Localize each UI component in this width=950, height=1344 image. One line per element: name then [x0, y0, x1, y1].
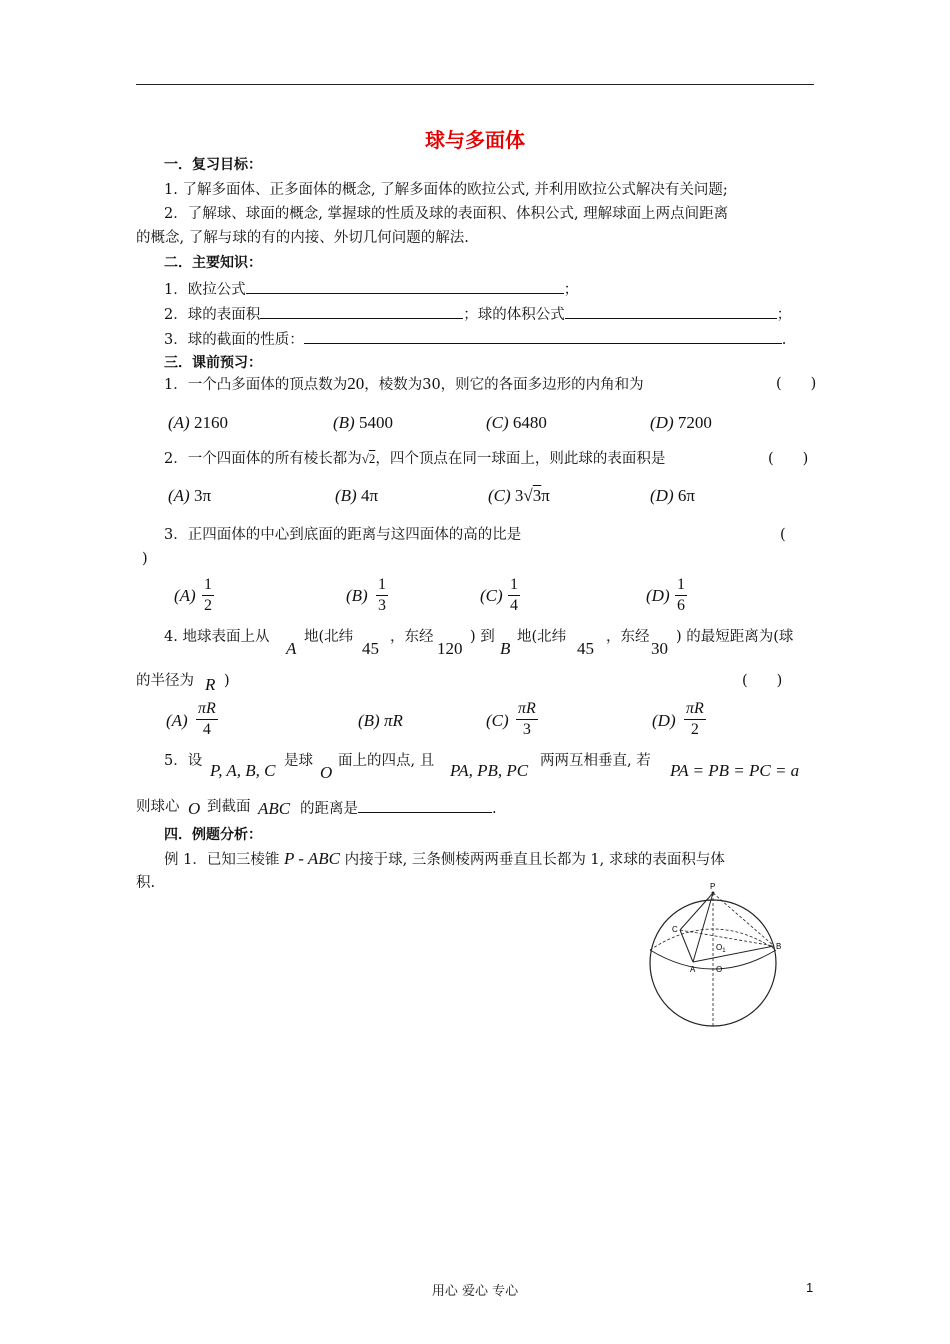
- q-text: 2．一个四面体的所有棱长都为: [164, 451, 362, 467]
- option-value: 3π: [193, 486, 212, 505]
- option-value: 6π: [677, 486, 695, 505]
- q-math: 20: [347, 374, 365, 393]
- answer-paren: ( ): [776, 376, 817, 392]
- q5-text: 到截面: [207, 799, 251, 815]
- q4-text: 4. 地球表面上从: [164, 629, 270, 645]
- fraction-bar: [508, 595, 520, 596]
- punct: ；: [563, 282, 579, 298]
- option-label: (C): [480, 586, 503, 605]
- q4-point-a: A: [286, 639, 297, 658]
- option-d: [650, 487, 695, 505]
- option-b: [346, 587, 368, 605]
- edge-pb: [713, 893, 774, 946]
- denominator: 4: [202, 721, 211, 738]
- section-heading: 一．复习目标：: [164, 157, 262, 173]
- label-a: A: [690, 965, 696, 974]
- goal-2-cont: 的概念, 了解与球的有的内接、外切几何问题的解法.: [136, 230, 469, 246]
- option-label: (B): [333, 413, 355, 432]
- answer-blank: [304, 329, 782, 344]
- denominator: 3: [378, 597, 386, 614]
- option-label: (B): [346, 586, 368, 605]
- fraction-bar: [376, 595, 388, 596]
- q5-text: 两两互相垂直, 若: [540, 753, 651, 769]
- q4-text: ) 的最短距离为(球: [676, 629, 794, 645]
- q5-points: P, A, B, C: [210, 761, 276, 780]
- option-label: (D): [646, 586, 670, 605]
- knowledge-1: [164, 279, 578, 299]
- q4-text: ，东经: [606, 629, 650, 645]
- knowledge-2-label-b: ；球的体积公式: [463, 307, 565, 323]
- option-label: (B): [335, 486, 357, 505]
- fraction: [516, 700, 538, 739]
- fraction-bar: [675, 595, 687, 596]
- question-3: 3．正四面体的中心到底面的距离与这四面体的高的比是: [164, 527, 522, 543]
- question-2: [164, 450, 665, 468]
- sphere-figure: [640, 878, 800, 1034]
- q-text: 1．一个凸多面体的顶点数为: [164, 377, 348, 393]
- page-title: 球与多面体: [425, 128, 525, 152]
- numerator: πR: [198, 700, 216, 717]
- q4-lon: 120: [437, 639, 463, 658]
- option-label: (C): [486, 413, 509, 432]
- option-c: [480, 587, 503, 605]
- punct: .: [781, 332, 787, 348]
- q4-text: ): [224, 673, 230, 689]
- option-b: [358, 712, 403, 730]
- question-1: [164, 375, 644, 394]
- option-label: (D): [650, 486, 674, 505]
- label-o1: [716, 943, 726, 954]
- denominator: 6: [677, 597, 685, 614]
- fraction-bar: [684, 719, 706, 720]
- section-heading: 二．主要知识：: [164, 255, 262, 271]
- label-c: C: [672, 925, 678, 934]
- option-d: [652, 712, 676, 730]
- option-label: (A): [168, 486, 190, 505]
- example-1: [164, 850, 725, 869]
- option-label: (C): [488, 486, 511, 505]
- fraction-bar: [202, 595, 214, 596]
- answer-paren: ( ): [768, 451, 809, 467]
- denominator: 2: [690, 721, 699, 738]
- edge-cb: [680, 930, 774, 946]
- answer-blank: [565, 304, 777, 319]
- option-a: [166, 712, 188, 730]
- header-rule: [136, 84, 814, 85]
- page-number: 1: [806, 1280, 814, 1295]
- footer-text: 用心 爱心 专心: [431, 1284, 519, 1299]
- q5-segments: PA, PB, PC: [450, 761, 529, 780]
- ex-text: 内接于球, 三条侧棱两两垂直且长都为 1, 求球的表面积与体: [344, 852, 725, 868]
- option-d: [646, 587, 670, 605]
- q4-text: 的半径为: [136, 673, 194, 689]
- ex-math: P - ABC: [283, 849, 340, 868]
- option-value: 4π: [360, 486, 379, 505]
- option-b: [333, 414, 393, 432]
- goal-2: 2．了解球、球面的概念, 掌握球的性质及球的表面积、体积公式, 理解球面上两点间距离: [164, 206, 729, 222]
- q-text: ，四个顶点在同一球面上，则此球的表面积是: [375, 451, 666, 467]
- answer-blank: [358, 798, 492, 813]
- option-c: [486, 712, 509, 730]
- q5-center: O: [188, 799, 201, 818]
- knowledge-3-label: 3．球的截面的性质：: [164, 332, 304, 348]
- label-o: O: [716, 965, 723, 974]
- answer-paren: (: [780, 527, 786, 543]
- q4-radius: R: [205, 675, 216, 694]
- point-p: [712, 892, 715, 895]
- goal-1: 1. 了解多面体、正多面体的概念, 了解多面体的欧拉公式, 并利用欧拉公式解决有关问题;: [164, 182, 728, 198]
- option-label: (B): [358, 711, 380, 730]
- option-c: [488, 487, 550, 505]
- example-1-cont: 积.: [136, 875, 156, 891]
- fraction: [196, 700, 218, 739]
- label-o1-main: O: [716, 943, 723, 952]
- edge-ca: [680, 930, 693, 962]
- option-label: (C): [486, 711, 509, 730]
- knowledge-3: [164, 329, 786, 349]
- option-c: [486, 414, 547, 432]
- section-heading: 四．例题分析：: [164, 827, 262, 843]
- sqrt-symbol: √3: [523, 486, 542, 505]
- q4-text: 地(北纬: [304, 629, 354, 645]
- label-p: P: [710, 882, 716, 891]
- option-value: 2160: [193, 413, 228, 432]
- option-value: 3: [514, 486, 524, 505]
- fraction-bar: [516, 719, 538, 720]
- option-label: (D): [652, 711, 676, 730]
- knowledge-2: [164, 304, 791, 324]
- answer-blank: [260, 304, 463, 319]
- q4-lat: 45: [577, 639, 594, 658]
- numerator: 1: [677, 576, 685, 593]
- sqrt-symbol: √2: [361, 451, 376, 466]
- option-value: πR: [383, 711, 403, 730]
- option-value: 7200: [677, 413, 712, 432]
- option-label: (A): [174, 586, 196, 605]
- q5-section: ABC: [258, 799, 291, 818]
- answer-paren: ): [142, 551, 148, 567]
- punct: .: [492, 801, 497, 817]
- answer-blank: [246, 279, 564, 294]
- q4-text: ，东经: [390, 629, 434, 645]
- q5-text: 面上的四点, 且: [338, 753, 435, 769]
- label-o1-sub: 1: [722, 948, 726, 954]
- option-label: (A): [168, 413, 190, 432]
- sqrt-value: 2: [368, 451, 376, 466]
- q5-text: [300, 798, 497, 818]
- numerator: 1: [510, 576, 518, 593]
- label-b: B: [776, 942, 782, 951]
- fraction: [202, 576, 214, 615]
- fraction: [376, 576, 388, 615]
- option-label: (A): [166, 711, 188, 730]
- q4-lat: 45: [362, 639, 379, 658]
- fraction: [684, 700, 706, 739]
- fraction-bar: [196, 719, 218, 720]
- denominator: 3: [522, 721, 531, 738]
- option-value: π: [541, 486, 550, 505]
- answer-paren: ( ): [742, 673, 783, 689]
- q5-text: 5．设: [164, 753, 203, 769]
- edge-ab: [693, 946, 774, 962]
- knowledge-2-label: 2．球的表面积: [164, 307, 261, 323]
- q4-text: ) 到: [470, 629, 495, 645]
- q4-point-b: B: [500, 639, 511, 658]
- option-value: 6480: [512, 413, 547, 432]
- ex-text: 例 1．已知三棱锥: [164, 852, 280, 868]
- numerator: 1: [378, 576, 386, 593]
- option-label: (D): [650, 413, 674, 432]
- numerator: 1: [204, 576, 212, 593]
- q5-center: O: [320, 763, 333, 782]
- q4-text: 地(北纬: [517, 629, 567, 645]
- q5-text-part: 的距离是: [300, 801, 358, 817]
- numerator: πR: [686, 700, 704, 717]
- knowledge-1-label: 1．欧拉公式: [164, 282, 246, 298]
- option-a: [168, 487, 211, 505]
- fraction: [508, 576, 520, 615]
- edge-pa: [693, 893, 713, 962]
- q5-text: 则球心: [136, 799, 180, 815]
- q4-lon: 30: [651, 639, 668, 658]
- sqrt-value: 3: [532, 486, 542, 505]
- denominator: 4: [510, 597, 518, 614]
- section-heading: 三．课前预习：: [164, 355, 262, 371]
- option-b: [335, 487, 378, 505]
- option-d: [650, 414, 712, 432]
- q5-equation: PA = PB = PC = a: [670, 761, 800, 780]
- denominator: 2: [204, 597, 212, 614]
- q-text: ，棱数为30，则它的各面多边形的内角和为: [364, 377, 644, 393]
- punct: ；: [776, 307, 792, 323]
- option-value: 5400: [358, 413, 393, 432]
- option-a: [168, 414, 228, 432]
- option-a: [174, 587, 196, 605]
- fraction: [675, 576, 687, 615]
- q5-text: 是球: [284, 753, 313, 769]
- numerator: πR: [518, 700, 536, 717]
